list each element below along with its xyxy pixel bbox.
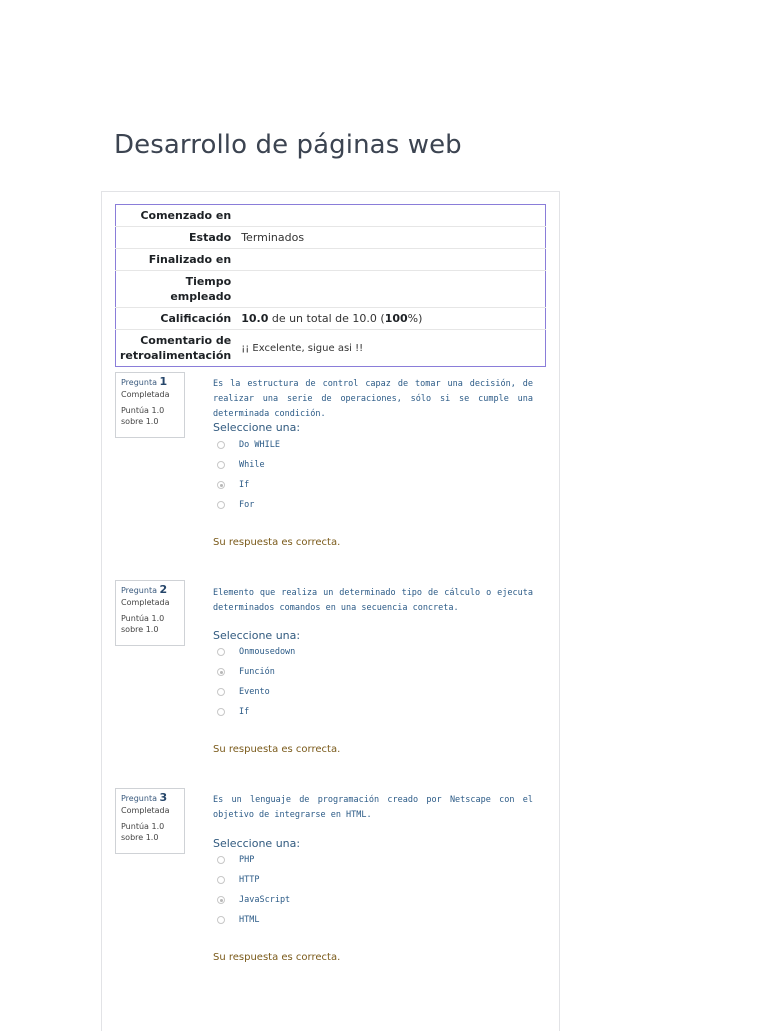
answer-option[interactable] [217,870,290,890]
summary-label: Finalizado en [148,253,232,266]
attempt-summary-table [115,204,546,367]
question-number-value: 1 [159,375,168,388]
summary-label: Comenzado en [140,209,232,222]
answer-prompt-1: Seleccione una: [213,421,301,434]
question-grade-line: sobre 1.0 [121,417,159,426]
summary-row-time [116,271,546,308]
radio-button[interactable] [217,648,225,656]
answer-option[interactable] [217,475,280,495]
grade-score: 10.0 [241,312,269,325]
radio-button-selected[interactable] [217,896,225,904]
summary-row-feedback [116,330,546,367]
question-grade-line: sobre 1.0 [121,833,159,842]
answer-option[interactable] [217,850,290,870]
summary-label-line: Tiempo [185,275,232,288]
answer-label[interactable]: Do WHILE [239,440,280,450]
summary-label: Calificación [160,312,232,325]
answer-label[interactable]: While [239,460,265,470]
radio-button[interactable] [217,916,225,924]
question-grade-line: Puntúa 1.0 [121,614,165,623]
question-text-2: Elemento que realiza un determinado tipo de cálculo o ejecuta determinados comandos en una secuencia concreta. [213,588,533,613]
answer-option[interactable] [217,495,280,515]
answer-label[interactable]: JavaScript [239,895,291,905]
grade-end: %) [407,312,423,325]
answer-label[interactable]: PHP [239,855,255,865]
answer-label[interactable]: Evento [239,687,270,697]
answer-label[interactable]: Onmousedown [239,647,296,657]
answer-label[interactable]: Función [239,667,275,677]
answer-option[interactable] [217,682,295,702]
radio-button[interactable] [217,501,225,509]
answer-label[interactable]: If [239,707,250,717]
question-label: Pregunta [121,378,157,387]
answer-list-3 [217,850,290,930]
answer-option[interactable] [217,702,295,722]
summary-value: Terminados [241,231,305,244]
summary-label [116,330,238,367]
question-info-2 [115,580,185,646]
summary-value [237,249,545,271]
summary-value [237,308,545,330]
question-grade-line: Puntúa 1.0 [121,822,165,831]
question-grade [121,821,179,843]
question-label: Pregunta [121,586,157,595]
summary-row-finished [116,249,546,271]
radio-button[interactable] [217,461,225,469]
radio-button[interactable] [217,688,225,696]
question-grade [121,405,179,427]
question-number [121,792,179,804]
summary-value [237,271,545,308]
answer-prompt-2: Seleccione una: [213,629,301,642]
summary-row-started [116,205,546,227]
answer-feedback-3: Su respuesta es correcta. [213,952,341,963]
answer-option[interactable] [217,435,280,455]
question-grade-line: Puntúa 1.0 [121,406,165,415]
answer-feedback-1: Su respuesta es correcta. [213,537,341,548]
question-text-1: Es la estructura de control capaz de tomar una decisión, de realizar una serie de operaciones, sólo si se cumple una determinada condición. [213,379,533,419]
answer-option[interactable] [217,890,290,910]
answer-option[interactable] [217,662,295,682]
question-number [121,376,179,388]
answer-option[interactable] [217,455,280,475]
grade-percent: 100 [384,312,408,325]
question-text-3: Es un lenguaje de programación creado por Netscape con el objetivo de integrarse en HTML. [213,795,533,820]
summary-value: ¡¡ Excelente, sigue asi !! [241,342,364,354]
question-number [121,584,179,596]
radio-button-selected[interactable] [217,481,225,489]
summary-label-line: retroalimentación [120,349,232,362]
answer-prompt-3: Seleccione una: [213,837,301,850]
question-state: Completada [121,806,170,815]
radio-button[interactable] [217,856,225,864]
summary-label [116,271,238,308]
question-grade [121,613,179,635]
summary-row-grade [116,308,546,330]
question-number-value: 3 [159,791,168,804]
question-number-value: 2 [159,583,168,596]
summary-row-state [116,227,546,249]
radio-button[interactable] [217,876,225,884]
grade-mid: de un total de 10.0 ( [268,312,385,325]
summary-value [237,205,545,227]
question-grade-line: sobre 1.0 [121,625,159,634]
question-info-3 [115,788,185,854]
question-label: Pregunta [121,794,157,803]
question-info-1 [115,372,185,438]
answer-label[interactable]: For [239,500,255,510]
answer-label[interactable]: HTTP [239,875,260,885]
summary-label-line: empleado [170,290,232,303]
summary-label: Estado [189,231,232,244]
answer-label[interactable]: HTML [239,915,260,925]
radio-button[interactable] [217,708,225,716]
answer-feedback-2: Su respuesta es correcta. [213,744,341,755]
page-title: Desarrollo de páginas web [114,130,462,160]
answer-option[interactable] [217,910,290,930]
radio-button[interactable] [217,441,225,449]
summary-label-line: Comentario de [140,334,232,347]
answer-option[interactable] [217,642,295,662]
answer-label[interactable]: If [239,480,250,490]
radio-button-selected[interactable] [217,668,225,676]
answer-list-2 [217,642,295,722]
question-state: Completada [121,598,170,607]
question-state: Completada [121,390,170,399]
answer-list-1 [217,435,280,515]
